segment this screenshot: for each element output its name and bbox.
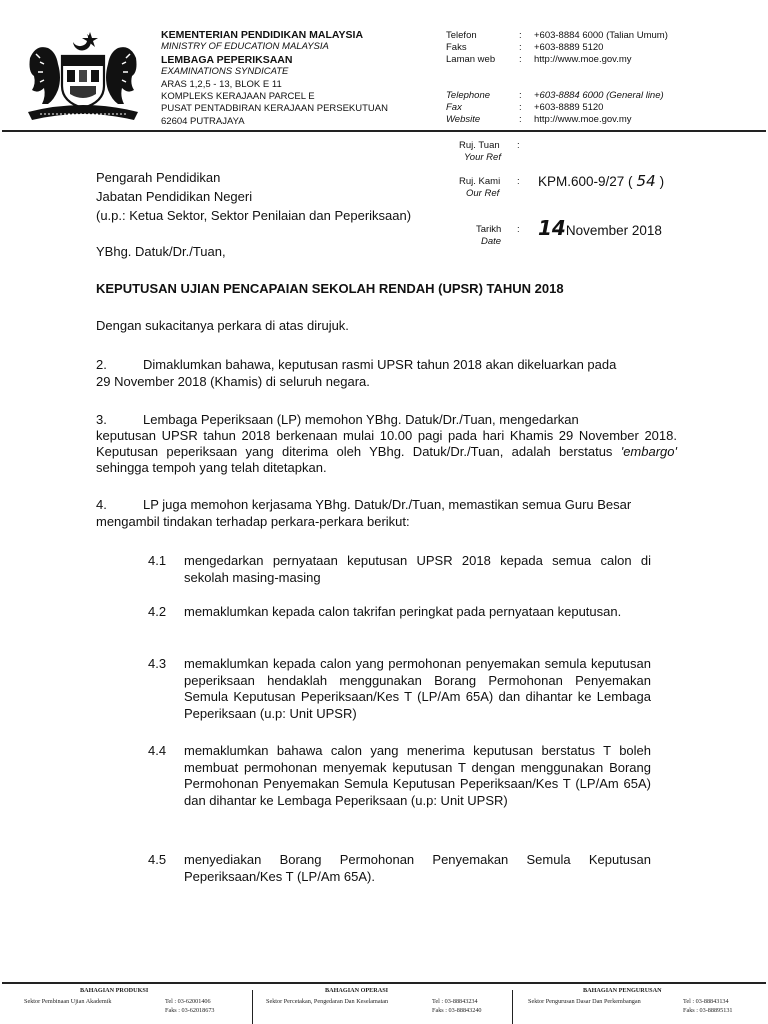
- date-value: 14November 2018: [538, 216, 662, 240]
- item-number: 4.5: [148, 852, 167, 867]
- our-ref-label: Ruj. Kami: [459, 176, 501, 187]
- paragraph-3-first-line: Lembaga Peperiksaan (LP) memohon YBhg. Datuk/Dr./Tuan, mengedarkan: [143, 412, 579, 427]
- address-line: ARAS 1,2,5 - 13, BLOK E 11: [161, 78, 282, 90]
- your-ref-label-en: Your Ref: [464, 152, 501, 163]
- date-label-en: Date: [481, 236, 502, 247]
- ministry-name-en: MINISTRY OF EDUCATION MALAYSIA: [161, 41, 329, 53]
- board-name-en: EXAMINATIONS SYNDICATE: [161, 66, 289, 78]
- footer-unit: Sektor Pembinaan Ujian Akademik: [24, 998, 112, 1005]
- footer-divider: [2, 982, 766, 984]
- item-number: 4.2: [148, 604, 167, 619]
- paragraph-2-first-line: Dimaklumkan bahawa, keputusan rasmi UPSR tahun 2018 akan dikeluarkan pada: [143, 357, 617, 372]
- footer-title: BAHAGIAN OPERASI: [325, 987, 389, 994]
- contact-value: +603-8889 5120: [534, 102, 604, 113]
- contact-label: Telephone: [446, 90, 491, 101]
- ministry-block: [161, 29, 421, 128]
- item-number: 4.4: [148, 743, 167, 758]
- footer-tel: Tel : 03-62001406: [165, 998, 211, 1005]
- footer-fax: Faks : 03-88895131: [683, 1007, 733, 1014]
- address-line: PUSAT PENTADBIRAN KERAJAAN PERSEKUTUAN: [161, 103, 388, 115]
- list-item: memaklumkan kepada calon takrifan peringkat pada pernyataan keputusan.: [184, 604, 622, 619]
- website-link[interactable]: http://www.moe.gov.my: [534, 114, 632, 125]
- handwritten-day: 14: [538, 216, 566, 240]
- our-ref-value: KPM.600-9/27 ( 54 ): [538, 172, 665, 190]
- footer-unit: Sektor Percetakan, Pengedaran Dan Keselamatan: [266, 998, 389, 1005]
- our-ref-label-en: Our Ref: [466, 188, 500, 199]
- footer-title: BAHAGIAN PRODUKSI: [80, 987, 149, 994]
- list-item: memaklumkan bahawa calon yang menerima keputusan berstatus T boleh membuat permohonan menyemak keputusan T dengan menggunakan Borang Permohonan Penyemakan Semula Keputusan Peperiksaan/Kes T (LP/Am 65A) dan dihantar ke Lembaga Peperiksaan (u.p: Unit UPSR): [184, 743, 651, 808]
- subject-line: KEPUTUSAN UJIAN PENCAPAIAN SEKOLAH RENDAH (UPSR) TAHUN 2018: [96, 281, 564, 296]
- address-line: KOMPLEKS KERAJAAN PARCEL E: [161, 91, 315, 103]
- paragraph-number: 4.: [96, 497, 107, 512]
- item-number: 4.3: [148, 656, 167, 671]
- header-divider: [2, 130, 766, 132]
- list-item: menyediakan Borang Permohonan Penyemakan Semula Keputusan Peperiksaan/Kes T (LP/Am 65A).: [184, 852, 651, 884]
- footer-fax: Faks : 03-62018673: [165, 1007, 215, 1014]
- board-name-ms: LEMBAGA PEPERIKSAAN: [161, 53, 293, 66]
- paragraph-3-rest: keputusan UPSR tahun 2018 berkenaan mulai 10.00 pagi pada hari Khamis 29 November 2018. Keputusan peperiksaan yang diterima oleh YBhg. Datuk/Dr./Tuan, adalah berstatus 'embargo' sehingga tempoh yang telah ditetapkan.: [96, 428, 677, 475]
- recipient-block: [96, 168, 411, 225]
- date-label: Tarikh: [476, 224, 502, 235]
- salutation: YBhg. Datuk/Dr./Tuan,: [96, 244, 226, 259]
- contact-label: Telefon: [446, 30, 477, 41]
- contact-label: Website: [446, 114, 481, 125]
- address-line: 62604 PUTRAJAYA: [161, 115, 245, 127]
- recipient-line: (u.p.: Ketua Sektor, Sektor Penilaian dan Peperiksaan): [96, 208, 412, 223]
- handwritten-ref-number: 54: [636, 172, 656, 190]
- footer-tel: Tel : 03-88843134: [683, 998, 729, 1005]
- paragraph-number: 2.: [96, 357, 107, 372]
- contact-label: Fax: [446, 102, 462, 113]
- list-item: mengedarkan pernyataan keputusan UPSR 2018 kepada semua calon di sekolah masing-masing: [184, 553, 651, 585]
- footer-tel: Tel : 03-88843234: [432, 998, 478, 1005]
- paragraph-2-rest: 29 November 2018 (Khamis) di seluruh negara.: [96, 374, 370, 389]
- recipient-line: Pengarah Pendidikan: [96, 170, 221, 185]
- website-link[interactable]: http://www.moe.gov.my: [534, 54, 632, 65]
- ministry-name-ms: KEMENTERIAN PENDIDIKAN MALAYSIA: [161, 29, 364, 41]
- your-ref-label: Ruj. Tuan: [459, 140, 500, 151]
- footer-column-divider: [512, 990, 513, 1024]
- contact-value: +603-8884 6000 (General line): [534, 90, 664, 101]
- paragraph-4-rest: mengambil tindakan terhadap perkara-perkara berikut:: [96, 514, 410, 529]
- contact-value: +603-8884 6000 (Talian Umum): [534, 30, 668, 41]
- footer-title: BAHAGIAN PENGURUSAN: [583, 987, 662, 994]
- footer-fax: Faks : 03-88843240: [432, 1007, 482, 1014]
- item-number: 4.1: [148, 553, 167, 568]
- list-item: memaklumkan kepada calon yang permohonan penyemakan semula keputusan peperiksaan hendaklah menggunakan Borang Permohonan Penyemakan Semula Keputusan Peperiksaan/Kes T (LP/Am 65A) dan dihantar ke Lembaga Peperiksaan (u.p: Unit UPSR): [184, 656, 651, 721]
- paragraph-number: 3.: [96, 412, 107, 427]
- contact-label: Faks: [446, 42, 467, 53]
- paragraph-4-first-line: LP juga memohon kerjasama YBhg. Datuk/Dr./Tuan, memastikan semua Guru Besar: [143, 497, 632, 512]
- ministry-crest: [18, 28, 148, 124]
- paragraph-1: Dengan sukacitanya perkara di atas dirujuk.: [96, 318, 349, 333]
- contact-label: Laman web: [446, 54, 496, 65]
- footer-unit: Sektor Pengurusan Dasar Dan Perkembangan: [528, 998, 641, 1005]
- footer-column-divider: [252, 990, 253, 1024]
- contact-value: +603-8889 5120: [534, 42, 604, 53]
- recipient-line: Jabatan Pendidikan Negeri: [96, 189, 253, 204]
- embargo-term: 'embargo': [620, 444, 677, 459]
